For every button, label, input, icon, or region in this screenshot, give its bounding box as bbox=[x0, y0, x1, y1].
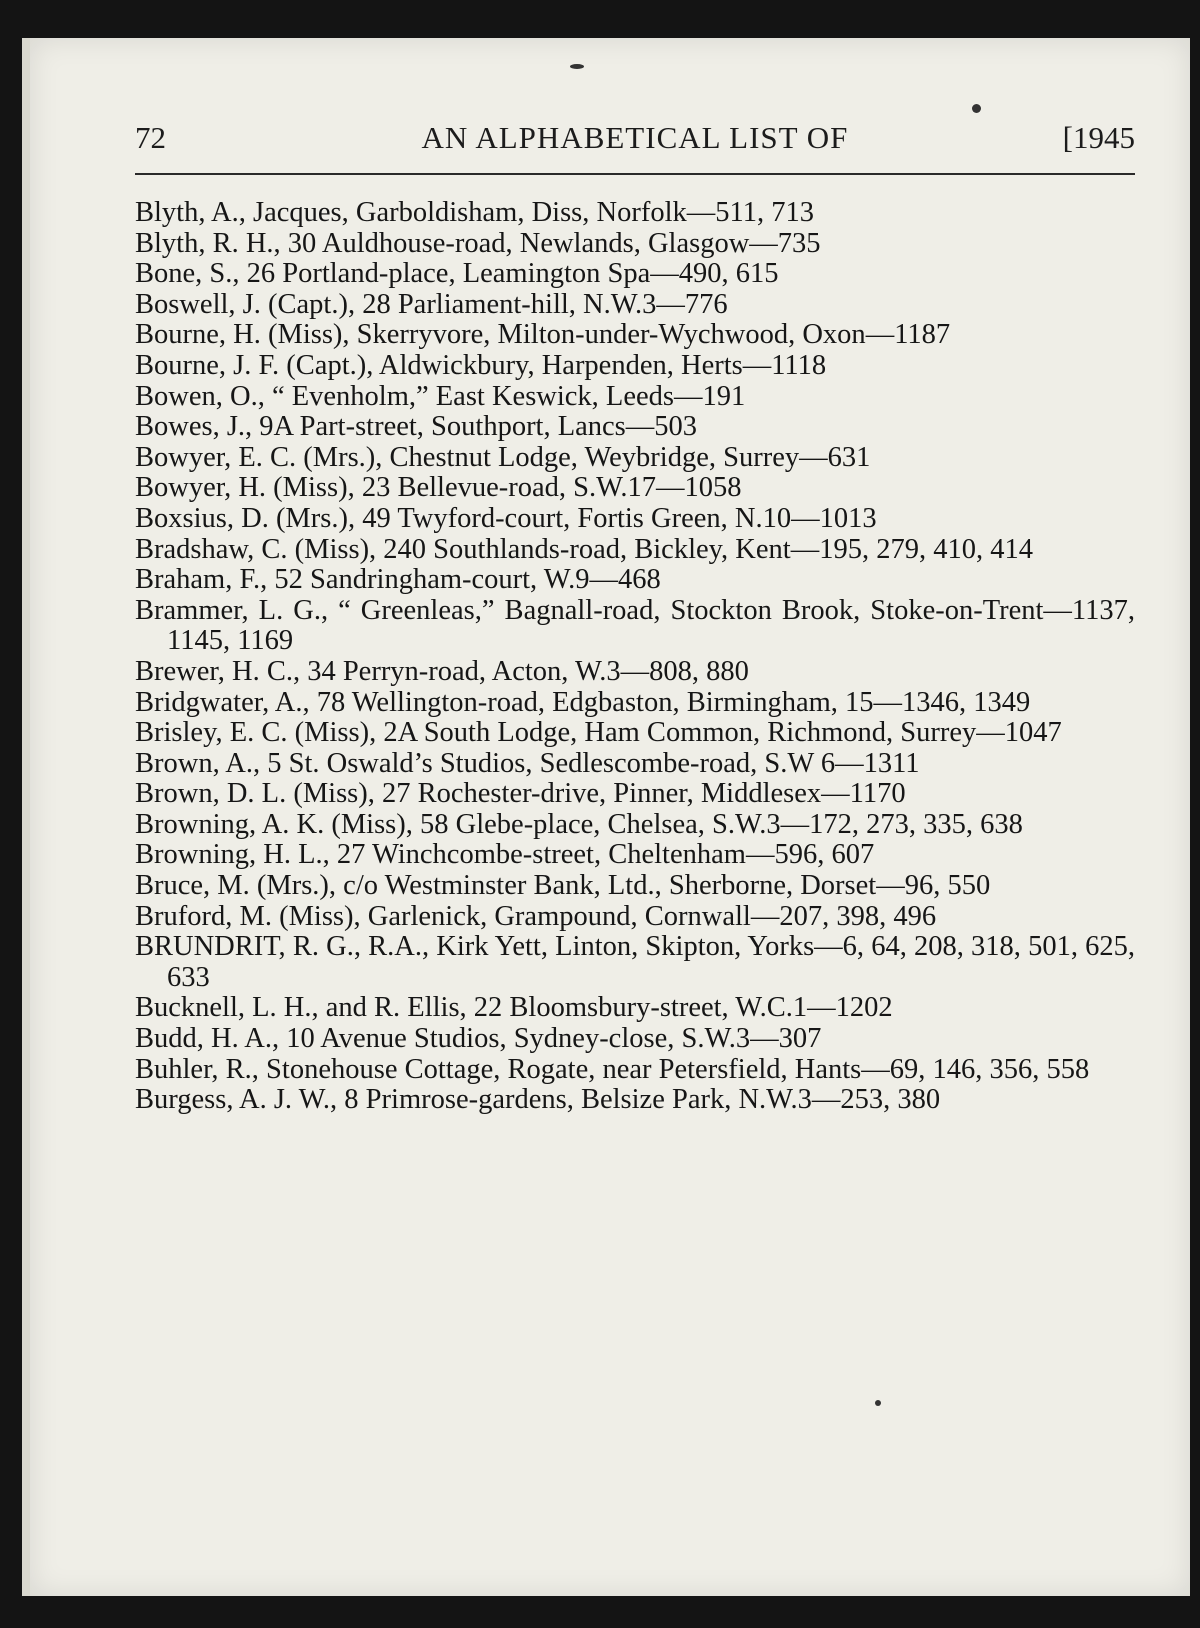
entry-text: Blyth, R. H., 30 Auldhouse-road, Newlands, Glasgow bbox=[135, 227, 750, 259]
page-title: AN ALPHABETICAL LIST OF bbox=[421, 120, 849, 155]
list-item: Blyth, R. H., 30 Auldhouse-road, Newlands, Glasgow—735 bbox=[135, 227, 821, 259]
entry-text: Bowyer, H. (Miss), 23 Bellevue-road, S.W.17 bbox=[135, 472, 657, 504]
entry-numbers: 1118 bbox=[771, 349, 827, 381]
entry-text: Bucknell, L. H., and R. Ellis, 22 Bloomsbury-street, W.C.1 bbox=[135, 992, 808, 1024]
entry-text: Brown, D. L. (Miss), 27 Rochester-drive, Pinner, Middlesex bbox=[135, 778, 822, 810]
entry-text: Burgess, A. J. W., 8 Primrose-gardens, Belsize Park, N.W.3 bbox=[135, 1084, 812, 1116]
list-item: Brown, D. L. (Miss), 27 Rochester-drive, Pinner, Middlesex—1170 bbox=[135, 778, 906, 810]
entry-numbers: 1202 bbox=[835, 992, 893, 1024]
list-item: Browning, H. L., 27 Winchcombe-street, Cheltenham—596, 607 bbox=[135, 839, 875, 871]
entry-numbers: 776 bbox=[684, 288, 728, 320]
entry-text: Bowes, J., 9A Part-street, Southport, Lancs bbox=[135, 411, 626, 443]
list-item: Brewer, H. C., 34 Perryn-road, Acton, W.3—808, 880 bbox=[135, 655, 749, 687]
list-item: Bruce, M. (Mrs.), c/o Westminster Bank, Ltd., Sherborne, Dorset—96, 550 bbox=[135, 870, 991, 902]
entry-numbers: 1346, 1349 bbox=[902, 686, 1031, 718]
page-header bbox=[135, 120, 1135, 170]
entry-numbers: 253, 380 bbox=[840, 1084, 941, 1116]
entry-list bbox=[135, 198, 1135, 1116]
entry-numbers: 735 bbox=[777, 227, 821, 259]
list-item: Bruford, M. (Miss), Garlenick, Grampound, Cornwall—207, 398, 496 bbox=[135, 900, 937, 932]
entry-text: Brewer, H. C., 34 Perryn-road, Acton, W.3 bbox=[135, 655, 621, 687]
list-item: Brisley, E. C. (Miss), 2A South Lodge, Ham Common, Richmond, Surrey—1047 bbox=[135, 717, 1062, 749]
list-item: Bone, S., 26 Portland-place, Leamington Spa—490, 615 bbox=[135, 258, 779, 290]
entry-numbers: 307 bbox=[778, 1023, 822, 1055]
list-item: Boswell, J. (Capt.), 28 Parliament-hill, N.W.3—776 bbox=[135, 288, 728, 320]
list-item: Bowyer, H. (Miss), 23 Bellevue-road, S.W.17—1058 bbox=[135, 472, 742, 504]
list-item: Bradshaw, C. (Miss), 240 Southlands-road, Bickley, Kent—195, 279, 410, 414 bbox=[135, 533, 1033, 565]
entry-numbers: 1013 bbox=[819, 502, 877, 534]
entry-text: BRUNDRIT, R. G., R.A., Kirk Yett, Linton, Skipton, Yorks bbox=[135, 931, 815, 963]
entry-numbers: 69, 146, 356, 558 bbox=[889, 1053, 1090, 1085]
entry-text: Buhler, R., Stonehouse Cottage, Rogate, near Petersfield, Hants bbox=[135, 1053, 862, 1085]
entry-text: Bradshaw, C. (Miss), 240 Southlands-road, Bickley, Kent bbox=[135, 533, 791, 565]
entry-numbers: 191 bbox=[702, 380, 746, 412]
ink-speck bbox=[972, 104, 981, 113]
entry-numbers: 808, 880 bbox=[649, 655, 749, 687]
page-year: [1945 bbox=[1062, 120, 1135, 155]
page-number: 72 bbox=[135, 120, 166, 155]
entry-text: Boswell, J. (Capt.), 28 Parliament-hill, N.W.3 bbox=[135, 288, 657, 320]
list-item: Bowes, J., 9A Part-street, Southport, Lancs—503 bbox=[135, 411, 698, 443]
entry-text: Bowyer, E. C. (Mrs.), Chestnut Lodge, Weybridge, Surrey bbox=[135, 441, 800, 473]
list-item: Budd, H. A., 10 Avenue Studios, Sydney-close, S.W.3—307 bbox=[135, 1023, 822, 1055]
entry-text: Brammer, L. G., “ Greenleas,” Bagnall-road, Stockton Brook, Stoke-on-Trent bbox=[135, 594, 1044, 626]
entry-text: Budd, H. A., 10 Avenue Studios, Sydney-close, S.W.3 bbox=[135, 1023, 751, 1055]
entry-text: Brown, A., 5 St. Oswald’s Studios, Sedlescombe-road, S.W 6 bbox=[135, 747, 836, 779]
entry-text: Bone, S., 26 Portland-place, Leamington Spa bbox=[135, 258, 651, 290]
list-item: Boxsius, D. (Mrs.), 49 Twyford-court, Fortis Green, N.10—1013 bbox=[135, 502, 877, 534]
entry-numbers: 596, 607 bbox=[774, 839, 875, 871]
list-item: Brammer, L. G., “ Greenleas,” Bagnall-road, Stockton Brook, Stoke-on-Trent—1137, 1145, 1169 bbox=[135, 594, 1135, 657]
list-item: Bourne, H. (Miss), Skerryvore, Milton-under-Wychwood, Oxon—1187 bbox=[135, 319, 951, 351]
entry-numbers: 490, 615 bbox=[678, 258, 779, 290]
entry-numbers: 1137, 1145, 1169 bbox=[167, 594, 1135, 657]
entry-numbers: 468 bbox=[617, 564, 661, 596]
entry-numbers: 172, 273, 335, 638 bbox=[809, 808, 1023, 840]
entry-numbers: 6, 64, 208, 318, 501, 625, 633 bbox=[167, 931, 1136, 993]
ink-speck bbox=[875, 1400, 881, 1406]
entry-numbers: 511, 713 bbox=[715, 197, 814, 228]
entry-text: Braham, F., 52 Sandringham-court, W.9 bbox=[135, 564, 590, 596]
list-item: Buhler, R., Stonehouse Cottage, Rogate, near Petersfield, Hants—69, 146, 356, 558 bbox=[135, 1053, 1090, 1085]
list-item: Browning, A. K. (Miss), 58 Glebe-place, Chelsea, S.W.3—172, 273, 335, 638 bbox=[135, 808, 1023, 840]
entry-numbers: 195, 279, 410, 414 bbox=[819, 533, 1033, 565]
list-item: BRUNDRIT, R. G., R.A., Kirk Yett, Linton, Skipton, Yorks—6, 64, 208, 318, 501, 625, 633 bbox=[135, 931, 1136, 993]
entry-text: Bruce, M. (Mrs.), c/o Westminster Bank, Ltd., Sherborne, Dorset bbox=[135, 870, 877, 902]
entry-numbers: 503 bbox=[654, 411, 698, 443]
list-item: Bucknell, L. H., and R. Ellis, 22 Bloomsbury-street, W.C.1—1202 bbox=[135, 992, 893, 1024]
entry-text: Boxsius, D. (Mrs.), 49 Twyford-court, Fortis Green, N.10 bbox=[135, 502, 792, 534]
entry-text: Blyth, A., Jacques, Garboldisham, Diss, Norfolk bbox=[135, 197, 687, 228]
entry-text: Browning, H. L., 27 Winchcombe-street, Cheltenham bbox=[135, 839, 746, 871]
list-item: Bourne, J. F. (Capt.), Aldwickbury, Harpenden, Herts—1118 bbox=[135, 349, 827, 381]
entry-numbers: 96, 550 bbox=[904, 870, 991, 902]
entry-text: Bridgwater, A., 78 Wellington-road, Edgbaston, Birmingham, 15 bbox=[135, 686, 874, 718]
list-item: Bridgwater, A., 78 Wellington-road, Edgbaston, Birmingham, 15—1346, 1349 bbox=[135, 686, 1031, 718]
entry-numbers: 1058 bbox=[684, 472, 742, 504]
entry-text: Bourne, H. (Miss), Skerryvore, Milton-under-Wychwood, Oxon bbox=[135, 319, 866, 351]
list-item: Braham, F., 52 Sandringham-court, W.9—468 bbox=[135, 564, 661, 596]
list-item: Bowyer, E. C. (Mrs.), Chestnut Lodge, Weybridge, Surrey—631 bbox=[135, 441, 871, 473]
entry-text: Bruford, M. (Miss), Garlenick, Grampound, Cornwall bbox=[135, 900, 751, 932]
entry-numbers: 1311 bbox=[863, 747, 920, 779]
entry-numbers: 207, 398, 496 bbox=[779, 900, 937, 932]
entry-numbers: 1047 bbox=[1004, 717, 1062, 749]
entry-text: Browning, A. K. (Miss), 58 Glebe-place, Chelsea, S.W.3 bbox=[135, 808, 781, 840]
list-item: Brown, A., 5 St. Oswald’s Studios, Sedlescombe-road, S.W 6—1311 bbox=[135, 747, 920, 779]
entry-text: Bowen, O., “ Evenholm,” East Keswick, Leeds bbox=[135, 380, 674, 412]
entry-numbers: 1170 bbox=[849, 778, 906, 810]
header-rule bbox=[135, 173, 1135, 175]
list-item: Burgess, A. J. W., 8 Primrose-gardens, Belsize Park, N.W.3—253, 380 bbox=[135, 1084, 941, 1116]
list-item: Blyth, A., Jacques, Garboldisham, Diss, Norfolk—511, 713 bbox=[135, 197, 814, 228]
entry-text: Bourne, J. F. (Capt.), Aldwickbury, Harpenden, Herts bbox=[135, 349, 743, 381]
ink-speck bbox=[570, 64, 584, 69]
entry-text: Brisley, E. C. (Miss), 2A South Lodge, Ham Common, Richmond, Surrey bbox=[135, 717, 977, 749]
entry-numbers: 631 bbox=[827, 441, 871, 473]
entry-numbers: 1187 bbox=[894, 319, 951, 351]
list-item: Bowen, O., “ Evenholm,” East Keswick, Leeds—191 bbox=[135, 380, 746, 412]
